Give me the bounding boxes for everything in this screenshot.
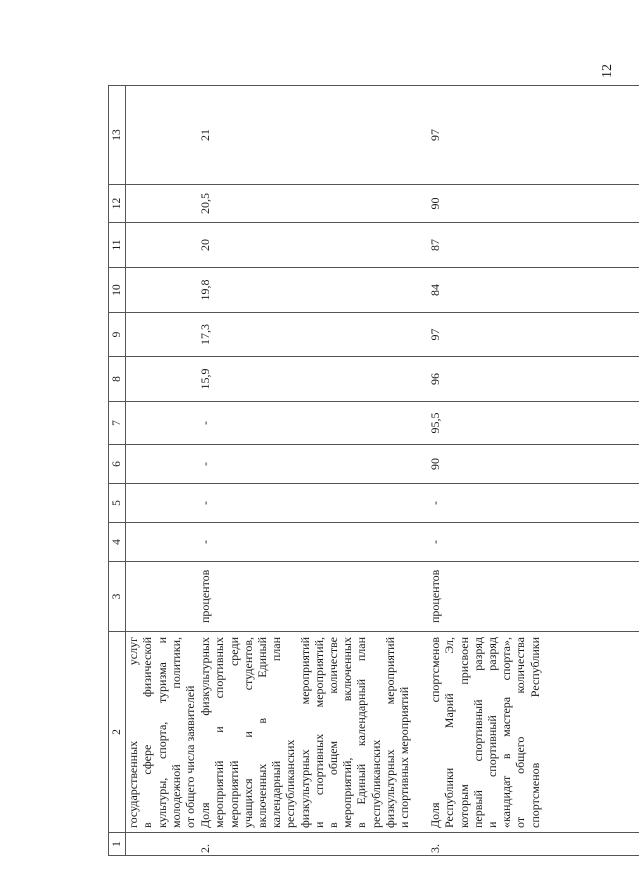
value-cell <box>126 313 198 357</box>
name-line: Доля спортсменов <box>428 637 443 828</box>
value-cell: - <box>198 484 428 523</box>
value-cell: - <box>198 402 428 445</box>
row-number <box>126 833 198 856</box>
table-header-row <box>109 86 126 856</box>
name-line: мероприятий и спортивных <box>212 637 227 828</box>
row-number: 2. <box>198 833 428 856</box>
name-line: «кандидат в мастера спорта», <box>499 637 514 828</box>
page-number-text: 12 <box>600 64 615 78</box>
name-line: Республики Марий Эл, <box>442 637 457 828</box>
value-cell: - <box>428 484 639 523</box>
value-cell: 95,5 <box>428 402 639 445</box>
name-line: и спортивных мероприятий <box>397 686 412 828</box>
value-cell <box>126 223 198 268</box>
value-cell: 90 <box>428 445 639 484</box>
table-row <box>198 86 428 856</box>
name-line: в общем количестве <box>326 637 340 828</box>
name-line: которым присвоен <box>456 637 471 828</box>
unit-cell <box>126 562 198 632</box>
header-cell: 4 <box>109 523 126 562</box>
name-line: спортсменов Республики <box>527 637 542 828</box>
value-cell <box>126 268 198 313</box>
value-cell <box>126 484 198 523</box>
value-cell: 20,5 <box>198 185 428 223</box>
table-row <box>428 86 639 856</box>
value-cell: 97 <box>428 86 639 185</box>
value-cell: - <box>198 445 428 484</box>
header-cell: 13 <box>109 86 126 185</box>
name-line: учащихся и студентов, <box>240 637 255 828</box>
name-line: государственных услуг <box>126 637 141 828</box>
value-cell <box>126 86 198 185</box>
header-cell: 2 <box>109 632 126 833</box>
value-cell <box>126 357 198 402</box>
header-cell: 6 <box>109 445 126 484</box>
header-cell: 11 <box>109 223 126 268</box>
unit-cell: процентов <box>198 562 428 632</box>
value-cell: - <box>198 523 428 562</box>
name-line: и спортивных мероприятий, <box>311 637 326 828</box>
name-line: и спортивный разряд <box>485 637 499 828</box>
value-cell: 19,8 <box>198 268 428 313</box>
indicator-name <box>428 632 639 833</box>
name-line: Доля физкультурных <box>198 637 213 828</box>
value-cell: 20 <box>198 223 428 268</box>
value-cell: 17,3 <box>198 313 428 357</box>
name-line: республиканских <box>283 739 298 828</box>
name-line: республиканских <box>368 739 383 828</box>
name-line: физкультурных мероприятий <box>297 637 312 828</box>
name-line: мероприятий среди <box>226 637 241 828</box>
name-line: физкультурных мероприятий <box>382 637 397 828</box>
indicator-name <box>198 632 428 833</box>
table-row <box>126 86 198 856</box>
value-cell: 96 <box>428 357 639 402</box>
value-cell: - <box>428 523 639 562</box>
header-cell: 3 <box>109 562 126 632</box>
value-cell <box>126 445 198 484</box>
value-cell: 97 <box>428 313 639 357</box>
name-line: культуры, спорта, туризма и <box>154 637 169 828</box>
name-line: от общего количества <box>513 637 528 828</box>
name-line: молодежной политики, <box>168 637 183 828</box>
name-line: календарный план <box>269 637 284 828</box>
header-cell: 8 <box>109 357 126 402</box>
value-cell <box>126 402 198 445</box>
value-cell: 84 <box>428 268 639 313</box>
row-number: 3. <box>428 833 639 856</box>
name-line: в сфере физической <box>140 637 155 828</box>
value-cell <box>126 523 198 562</box>
header-cell: 5 <box>109 484 126 523</box>
name-line: первый спортивный разряд <box>470 637 485 828</box>
indicator-name <box>126 632 198 833</box>
value-cell: 15,9 <box>198 357 428 402</box>
name-line: от общего числа заявителей <box>183 685 198 828</box>
header-cell: 1 <box>109 833 126 856</box>
name-line: включенных в Единый <box>254 637 269 828</box>
header-cell: 10 <box>109 268 126 313</box>
value-cell <box>126 185 198 223</box>
header-cell: 12 <box>109 185 126 223</box>
name-line: мероприятий, включенных <box>340 637 355 828</box>
name-line: в Единый календарный план <box>354 637 369 828</box>
value-cell: 87 <box>428 223 639 268</box>
indicators-table <box>108 85 639 856</box>
value-cell: 90 <box>428 185 639 223</box>
unit-cell: процентов <box>428 562 639 632</box>
header-cell: 7 <box>109 402 126 445</box>
value-cell: 21 <box>198 86 428 185</box>
header-cell: 9 <box>109 313 126 357</box>
